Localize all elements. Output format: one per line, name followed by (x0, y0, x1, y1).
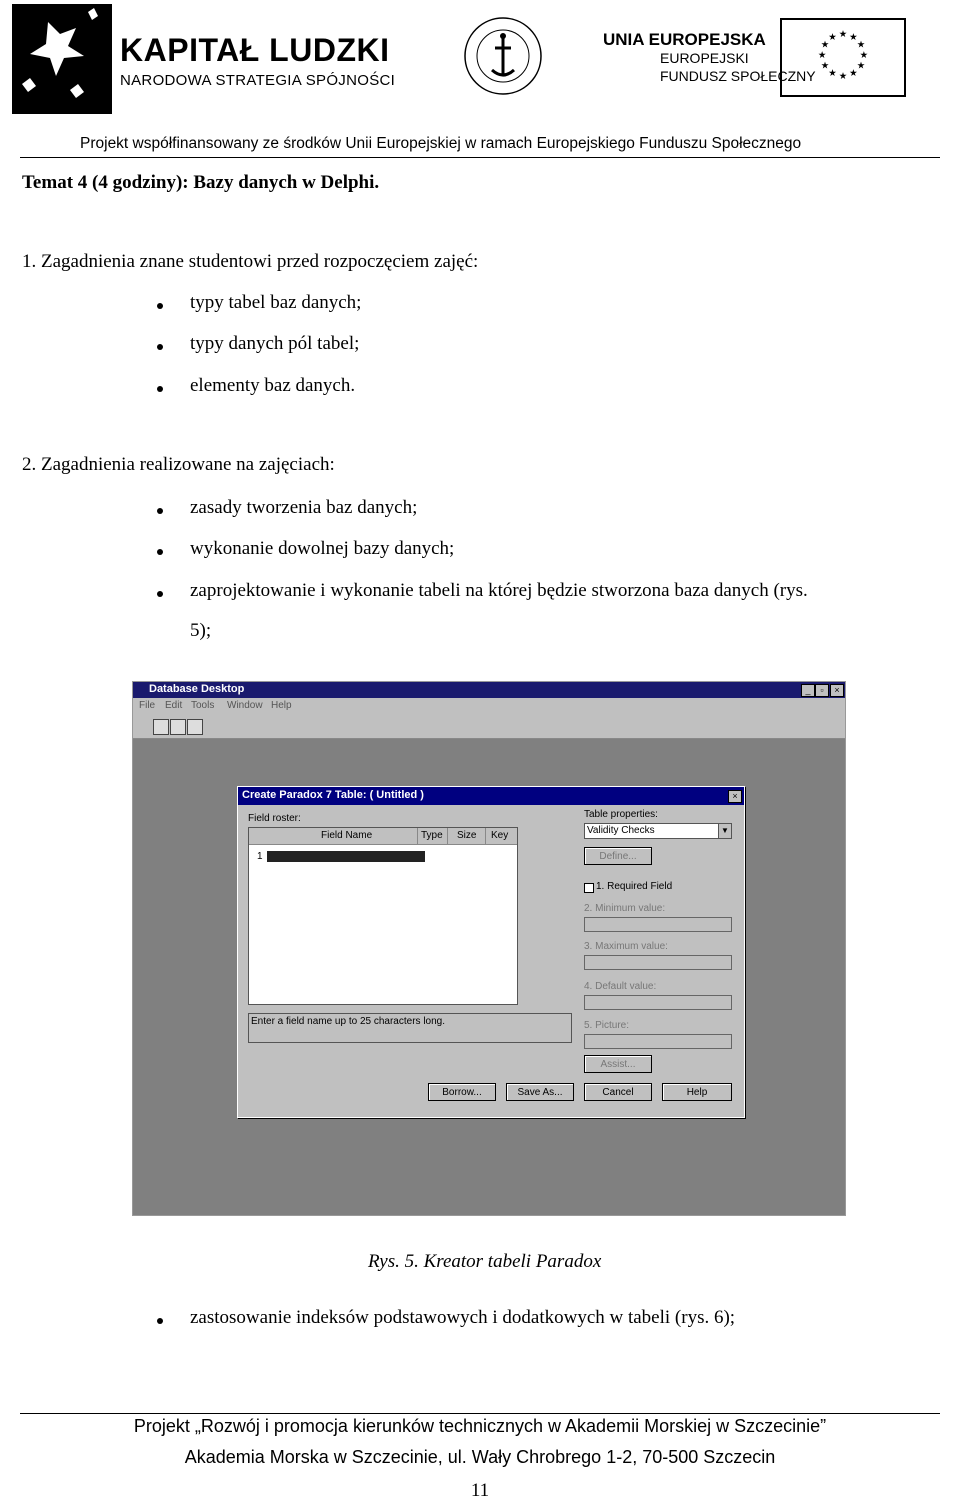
svg-text:★: ★ (856, 60, 866, 72)
page-number: 11 (470, 1480, 490, 1501)
define-button[interactable]: Define... (584, 847, 652, 865)
maximize-icon[interactable]: ▫ (815, 684, 829, 697)
help-button[interactable]: Help (662, 1083, 732, 1101)
field-roster-label: Field roster: (248, 813, 301, 824)
default-value-label: 4. Default value: (584, 981, 657, 992)
bullet-icon (157, 344, 163, 350)
table-properties-select[interactable] (584, 823, 732, 839)
window-titlebar (133, 682, 845, 698)
field-name-input[interactable] (267, 851, 425, 862)
header-divider (20, 157, 940, 158)
open-query-icon[interactable] (170, 719, 186, 735)
toolbar (133, 716, 845, 739)
save-as-button[interactable]: Save As... (506, 1083, 574, 1101)
list-item-continuation: 5); (190, 620, 212, 641)
table-properties-label: Table properties: (584, 809, 658, 820)
maximum-value-label: 3. Maximum value: (584, 941, 668, 952)
menu-window[interactable]: Window (227, 700, 263, 711)
field-roster-grid[interactable] (248, 827, 518, 1005)
bullet-icon (157, 1318, 163, 1324)
col-type: Type (421, 830, 443, 841)
eu-flag-icon (780, 18, 906, 97)
bullet-icon (157, 591, 163, 597)
svg-text:★: ★ (820, 39, 830, 51)
svg-text:★: ★ (849, 31, 858, 43)
svg-text:★: ★ (828, 31, 837, 43)
footer-project-line: Projekt „Rozwój i promocja kierunków technicznych w Akademii Morskiej w Szczecinie” (133, 1416, 827, 1436)
create-table-dialog (237, 786, 745, 1118)
svg-text:★: ★ (849, 68, 858, 80)
ue-line3: FUNDUSZ SPOŁECZNY (660, 68, 816, 84)
column-separator (485, 828, 486, 844)
akademia-morska-logo (462, 10, 544, 102)
cancel-button[interactable]: Cancel (584, 1083, 652, 1101)
kl-subtitle: NARODOWA STRATEGIA SPÓJNOŚCI (120, 72, 396, 89)
open-table-icon[interactable] (153, 719, 169, 735)
ue-line2: EUROPEJSKI (660, 50, 749, 66)
required-field-checkbox[interactable] (584, 883, 594, 893)
window-title: Database Desktop (149, 683, 245, 695)
list-item: zastosowanie indeksów podstawowych i dodatkowych w tabeli (rys. 6); (190, 1307, 736, 1328)
col-field-name: Field Name (321, 830, 373, 841)
svg-text:★: ★ (817, 49, 827, 61)
bullet-icon (157, 386, 163, 392)
roster-header (249, 828, 517, 845)
database-desktop-screenshot (132, 681, 846, 1216)
message-box (248, 1013, 572, 1043)
column-separator (417, 828, 418, 844)
list-item: typy tabel baz danych; (190, 292, 362, 313)
minimize-icon[interactable]: _ (801, 684, 815, 697)
menu-help[interactable]: Help (271, 700, 292, 711)
maximum-value-field[interactable] (584, 955, 732, 970)
chevron-down-icon[interactable]: ▼ (718, 824, 731, 838)
svg-text:★: ★ (828, 68, 837, 80)
bullet-icon (157, 549, 163, 555)
col-size: Size (457, 830, 477, 841)
figure-caption: Rys. 5. Kreator tabeli Paradox (368, 1251, 602, 1272)
svg-text:★: ★ (838, 70, 848, 82)
minimum-value-label: 2. Minimum value: (584, 903, 666, 914)
svg-text:★: ★ (856, 39, 866, 51)
list-item: wykonanie dowolnej bazy danych; (190, 538, 455, 559)
list-item: zasady tworzenia baz danych; (190, 497, 418, 518)
picture-field[interactable] (584, 1034, 732, 1049)
row-number: 1 (257, 851, 263, 862)
footer-divider (20, 1413, 940, 1414)
ue-title: UNIA EUROPEJSKA (603, 30, 766, 49)
picture-label: 5. Picture: (584, 1020, 630, 1031)
bullet-icon (157, 303, 163, 309)
message-text: Enter a field name up to 25 characters long. (251, 1016, 446, 1027)
bullet-icon (157, 508, 163, 514)
svg-text:★: ★ (859, 49, 869, 61)
table-properties-value: Validity Checks (587, 825, 655, 836)
list-item: elementy baz danych. (190, 375, 356, 396)
menu-edit[interactable]: Edit (165, 700, 183, 711)
dialog-titlebar (238, 787, 744, 805)
open-sql-icon[interactable] (187, 719, 203, 735)
list-item: typy danych pól tabel; (190, 333, 360, 354)
default-value-field[interactable] (584, 995, 732, 1010)
close-icon[interactable]: × (830, 684, 844, 697)
menu-file[interactable]: File (139, 700, 156, 711)
svg-text:★: ★ (838, 29, 848, 41)
col-key: Key (491, 830, 509, 841)
column-separator (447, 828, 448, 844)
assist-button[interactable]: Assist... (584, 1055, 652, 1073)
kl-title: KAPITAŁ LUDZKI (120, 32, 390, 68)
minimum-value-field[interactable] (584, 917, 732, 932)
project-cofinancing-line: Projekt współfinansowany ze środków Unii Europejskiej w ramach Europejskiego Funduszu Społecznego (80, 135, 802, 152)
page-title: Temat 4 (4 godziny): Bazy danych w Delphi. (22, 172, 380, 193)
menu-bar (133, 698, 845, 716)
section2-heading: 2. Zagadnienia realizowane na zajęciach: (22, 454, 335, 475)
required-field-label: 1. Required Field (596, 881, 673, 892)
section1-heading: 1. Zagadnienia znane studentowi przed rozpoczęciem zajęć: (22, 251, 479, 272)
dialog-close-icon[interactable]: × (728, 790, 742, 803)
dialog-title: Create Paradox 7 Table: ( Untitled ) (242, 789, 424, 801)
menu-tools[interactable]: Tools (191, 700, 215, 711)
footer-address-line: Akademia Morska w Szczecinie, ul. Wały Chrobrego 1-2, 70-500 Szczecin (184, 1447, 776, 1467)
svg-text:★: ★ (820, 60, 830, 72)
list-item: zaprojektowanie i wykonanie tabeli na której będzie stworzona baza danych (rys. (190, 580, 808, 601)
borrow-button[interactable]: Borrow... (428, 1083, 496, 1101)
